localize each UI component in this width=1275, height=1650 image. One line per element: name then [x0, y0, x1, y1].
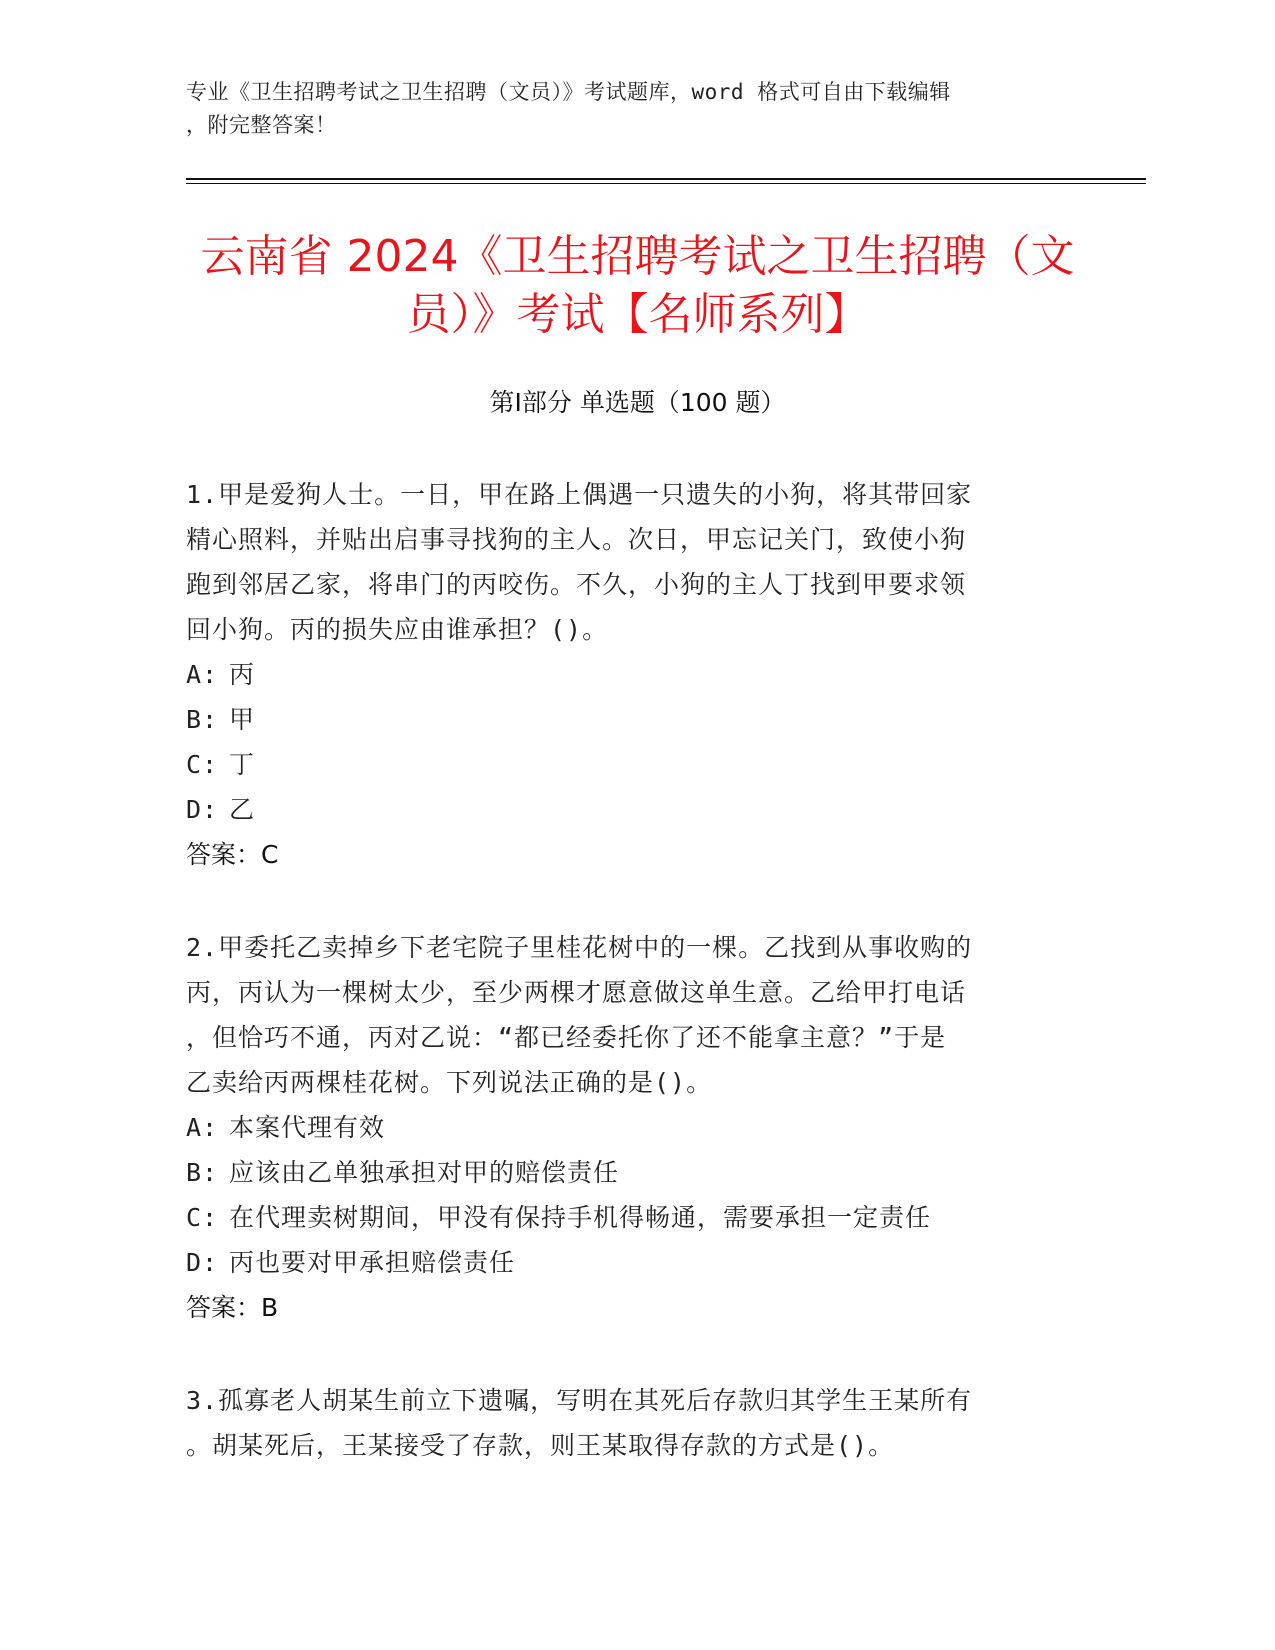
option-text: 甲 — [229, 705, 256, 734]
question-stem-line: 1.甲是爱狗人士。一日，甲在路上偶遇一只遗失的小狗，将其带回家 — [186, 480, 973, 509]
option-a — [186, 1105, 1066, 1150]
document-title-line: 云南省 2024《卫生招聘考试之卫生招聘（文 — [200, 231, 1075, 282]
question-stem-line: 跑到邻居乙家，将串门的丙咬伤。不久，小狗的主人丁找到甲要求领 — [186, 570, 967, 599]
section-title: 第Ⅰ部分 单选题（100 题） — [489, 388, 786, 417]
question-stem-line: 回小狗。丙的损失应由谁承担？()。 — [186, 615, 609, 644]
answer-line: 答案：C — [186, 840, 279, 869]
option-letter: A: — [186, 660, 219, 689]
option-letter: B: — [186, 1158, 219, 1187]
question-stem-line: 精心照料，并贴出启事寻找狗的主人。次日，甲忘记关门，致使小狗 — [186, 525, 967, 554]
header-divider-thick — [186, 178, 1146, 180]
option-c — [186, 1195, 1066, 1240]
option-text: 应该由乙单独承担对甲的赔偿责任 — [229, 1158, 620, 1187]
option-d — [186, 787, 1066, 832]
option-letter: C: — [186, 750, 219, 779]
question-1 — [186, 472, 1066, 877]
option-text: 在代理卖树期间，甲没有保持手机得畅通，需要承担一定责任 — [229, 1203, 932, 1232]
question-stem-line: 乙卖给丙两棵桂花树。下列说法正确的是()。 — [186, 1068, 713, 1097]
option-letter: B: — [186, 705, 219, 734]
option-letter: C: — [186, 1203, 219, 1232]
option-c — [186, 742, 1066, 787]
question-stem-line: 。胡某死后，王某接受了存款，则王某取得存款的方式是()。 — [186, 1431, 895, 1460]
header-note-line: 专业《卫生招聘考试之卫生招聘（文员）》考试题库，word 格式可自由下载编辑 — [186, 80, 951, 104]
option-letter: A: — [186, 1113, 219, 1142]
option-text: 丙 — [229, 660, 256, 689]
question-stem-line: 3.孤寡老人胡某生前立下遗嘱，写明在其死后存款归其学生王某所有 — [186, 1386, 973, 1415]
question-3 — [186, 1378, 1066, 1468]
option-letter: D: — [186, 795, 219, 824]
document-title-line: 员）》考试【名师系列】 — [406, 289, 869, 340]
header-divider-thin — [186, 183, 1146, 184]
question-2 — [186, 925, 1066, 1330]
question-stem-line: 2.甲委托乙卖掉乡下老宅院子里桂花树中的一棵。乙找到从事收购的 — [186, 933, 973, 962]
option-a — [186, 652, 1066, 697]
document-title — [160, 228, 1115, 344]
option-text: 丁 — [229, 750, 256, 779]
option-text: 乙 — [229, 795, 256, 824]
option-text: 丙也要对甲承担赔偿责任 — [229, 1248, 516, 1277]
option-b — [186, 1150, 1066, 1195]
question-stem-line: 丙，丙认为一棵树太少，至少两棵才愿意做这单生意。乙给甲打电话 — [186, 978, 967, 1007]
header-note — [186, 76, 1066, 142]
option-d — [186, 1240, 1066, 1285]
question-stem-line: ，但恰巧不通，丙对乙说：“都已经委托你了还不能拿主意？”于是 — [186, 1023, 947, 1052]
answer-line: 答案：B — [186, 1293, 279, 1322]
option-text: 本案代理有效 — [229, 1113, 386, 1142]
option-letter: D: — [186, 1248, 219, 1277]
option-b — [186, 697, 1066, 742]
header-note-line: ，附完整答案！ — [186, 113, 337, 137]
